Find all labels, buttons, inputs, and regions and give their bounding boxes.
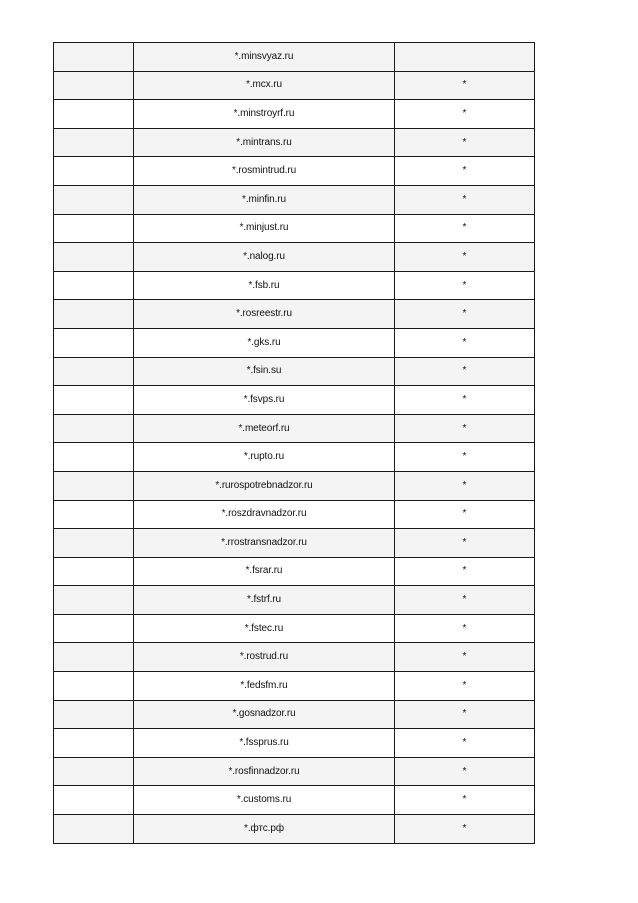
mark-cell: * bbox=[395, 185, 535, 214]
empty-cell bbox=[54, 243, 134, 272]
empty-cell bbox=[54, 100, 134, 129]
empty-cell bbox=[54, 471, 134, 500]
empty-cell bbox=[54, 386, 134, 415]
table-row bbox=[54, 71, 535, 100]
mark-cell: * bbox=[395, 328, 535, 357]
empty-cell bbox=[54, 815, 134, 844]
mark-cell: * bbox=[395, 471, 535, 500]
domain-cell: *.fsb.ru bbox=[134, 271, 395, 300]
mark-cell: * bbox=[395, 815, 535, 844]
table-row bbox=[54, 185, 535, 214]
mark-cell: * bbox=[395, 271, 535, 300]
table-row bbox=[54, 100, 535, 129]
domain-cell: *.fstec.ru bbox=[134, 614, 395, 643]
table-row bbox=[54, 786, 535, 815]
domain-cell: *.minstroyrf.ru bbox=[134, 100, 395, 129]
table-row bbox=[54, 300, 535, 329]
domain-cell: *.fstrf.ru bbox=[134, 586, 395, 615]
mark-cell: * bbox=[395, 557, 535, 586]
domain-cell: *.rosreestr.ru bbox=[134, 300, 395, 329]
mark-cell: * bbox=[395, 357, 535, 386]
empty-cell bbox=[54, 786, 134, 815]
mark-cell: * bbox=[395, 100, 535, 129]
mark-cell: * bbox=[395, 157, 535, 186]
table-row bbox=[54, 471, 535, 500]
mark-cell: * bbox=[395, 71, 535, 100]
table-row bbox=[54, 414, 535, 443]
mark-cell: * bbox=[395, 243, 535, 272]
empty-cell bbox=[54, 672, 134, 701]
table-row bbox=[54, 271, 535, 300]
mark-cell: * bbox=[395, 214, 535, 243]
table-row bbox=[54, 328, 535, 357]
mark-cell: * bbox=[395, 614, 535, 643]
domain-cell: *.mintrans.ru bbox=[134, 128, 395, 157]
empty-cell bbox=[54, 557, 134, 586]
table-row bbox=[54, 386, 535, 415]
table-row bbox=[54, 243, 535, 272]
empty-cell bbox=[54, 500, 134, 529]
table-row bbox=[54, 643, 535, 672]
table-row bbox=[54, 529, 535, 558]
mark-cell: * bbox=[395, 128, 535, 157]
domain-cell: *.rosmintrud.ru bbox=[134, 157, 395, 186]
domain-table bbox=[53, 42, 535, 844]
mark-cell: * bbox=[395, 414, 535, 443]
table-row bbox=[54, 614, 535, 643]
table-row bbox=[54, 815, 535, 844]
table-row bbox=[54, 43, 535, 72]
empty-cell bbox=[54, 586, 134, 615]
empty-cell bbox=[54, 128, 134, 157]
empty-cell bbox=[54, 443, 134, 472]
domain-cell: *.fsin.su bbox=[134, 357, 395, 386]
table-row bbox=[54, 557, 535, 586]
table-row bbox=[54, 443, 535, 472]
table-viewport bbox=[53, 50, 534, 834]
empty-cell bbox=[54, 71, 134, 100]
table-row bbox=[54, 214, 535, 243]
mark-cell: * bbox=[395, 500, 535, 529]
domain-cell: *.minfin.ru bbox=[134, 185, 395, 214]
domain-cell: *.fsvps.ru bbox=[134, 386, 395, 415]
domain-cell: *.fssprus.ru bbox=[134, 729, 395, 758]
table-row bbox=[54, 700, 535, 729]
empty-cell bbox=[54, 614, 134, 643]
domain-cell: *.customs.ru bbox=[134, 786, 395, 815]
empty-cell bbox=[54, 529, 134, 558]
table-row bbox=[54, 357, 535, 386]
empty-cell bbox=[54, 43, 134, 72]
mark-cell: * bbox=[395, 757, 535, 786]
domain-cell: *.rupto.ru bbox=[134, 443, 395, 472]
table-row bbox=[54, 128, 535, 157]
mark-cell: * bbox=[395, 672, 535, 701]
domain-cell: *.meteorf.ru bbox=[134, 414, 395, 443]
table-row bbox=[54, 157, 535, 186]
empty-cell bbox=[54, 185, 134, 214]
empty-cell bbox=[54, 414, 134, 443]
domain-cell: *.fsrar.ru bbox=[134, 557, 395, 586]
domain-cell: *.rosfinnadzor.ru bbox=[134, 757, 395, 786]
mark-cell: * bbox=[395, 729, 535, 758]
empty-cell bbox=[54, 700, 134, 729]
mark-cell: * bbox=[395, 586, 535, 615]
domain-cell: *.фтс.рф bbox=[134, 815, 395, 844]
empty-cell bbox=[54, 271, 134, 300]
mark-cell: * bbox=[395, 700, 535, 729]
empty-cell bbox=[54, 328, 134, 357]
table-row bbox=[54, 729, 535, 758]
mark-cell: * bbox=[395, 300, 535, 329]
domain-cell: *.minjust.ru bbox=[134, 214, 395, 243]
domain-cell: *.roszdravnadzor.ru bbox=[134, 500, 395, 529]
empty-cell bbox=[54, 643, 134, 672]
table-row bbox=[54, 500, 535, 529]
empty-cell bbox=[54, 214, 134, 243]
domain-cell: *.rostrud.ru bbox=[134, 643, 395, 672]
table-row bbox=[54, 672, 535, 701]
mark-cell: * bbox=[395, 786, 535, 815]
empty-cell bbox=[54, 300, 134, 329]
mark-cell: * bbox=[395, 529, 535, 558]
domain-cell: *.rrostransnadzor.ru bbox=[134, 529, 395, 558]
table-row bbox=[54, 757, 535, 786]
empty-cell bbox=[54, 729, 134, 758]
empty-cell bbox=[54, 757, 134, 786]
mark-cell: * bbox=[395, 386, 535, 415]
mark-cell: * bbox=[395, 443, 535, 472]
empty-cell bbox=[54, 357, 134, 386]
table-row bbox=[54, 586, 535, 615]
domain-cell: *.nalog.ru bbox=[134, 243, 395, 272]
domain-cell: *.gks.ru bbox=[134, 328, 395, 357]
empty-cell bbox=[54, 157, 134, 186]
domain-cell: *.mcx.ru bbox=[134, 71, 395, 100]
mark-cell bbox=[395, 43, 535, 72]
domain-cell: *.fedsfm.ru bbox=[134, 672, 395, 701]
domain-cell: *.gosnadzor.ru bbox=[134, 700, 395, 729]
domain-cell: *.minsvyaz.ru bbox=[134, 43, 395, 72]
mark-cell: * bbox=[395, 643, 535, 672]
domain-cell: *.rurospotrebnadzor.ru bbox=[134, 471, 395, 500]
